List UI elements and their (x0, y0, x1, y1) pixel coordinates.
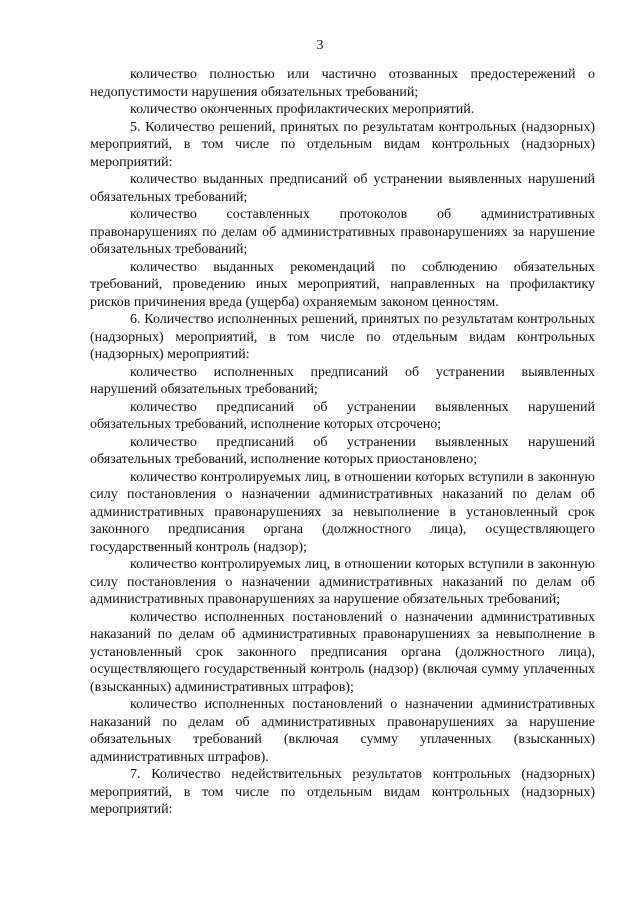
paragraph: количество выданных рекомендаций по соблюдению обязательных требований, проведению иных мероприятий, направленных на профилактику рисков причинения вреда (ущерба) охраняемым законом ценностям. (90, 259, 595, 310)
paragraph: количество предписаний об устранении выявленных нарушений обязательных требований, исполнение которых отсрочено; (90, 399, 595, 432)
paragraph: количество контролируемых лиц, в отношении которых вступили в законную силу постановления о назначении административных наказаний по делам об административных правонарушениях за нарушение обязательных требований; (90, 557, 595, 607)
paragraph: количество исполненных постановлений о назначении административных наказаний по делам об административных правонарушениях за нарушение обязательных требований (включая сумму уплаченных (взысканных) административных штрафов). (90, 697, 595, 765)
paragraph: 6. Количество исполненных решений, принятых по результатам контрольных (надзорных) мероприятий, в том числе по отдельным видам контрольных (надзорных) мероприятий: (90, 312, 595, 362)
page-number: 3 (316, 38, 324, 53)
paragraph: количество исполненных постановлений о назначении административных наказаний по делам об административных правонарушениях за невыполнение в установленный срок законного предписания органа (должностного лица), осуществляющего государственный контроль (надзор) (включая сумму уплаченных (взысканных) административных штрафов); (90, 609, 595, 695)
paragraph: количество составленных протоколов об административных правонарушениях по делам об административных правонарушениях за нарушение обязательных требований; (90, 207, 595, 257)
document-body (90, 66, 595, 819)
paragraph: количество выданных предписаний об устранении выявленных нарушений обязательных требований; (90, 172, 595, 205)
paragraph: 5. Количество решений, принятых по результатам контрольных (надзорных) мероприятий, в том числе по отдельным видам контрольных (надзорных) мероприятий: (90, 119, 595, 170)
paragraph: 7. Количество недействительных результатов контрольных (надзорных) мероприятий, в том числе по отдельным видам контрольных (надзорных) мероприятий: (90, 767, 595, 817)
paragraph: количество контролируемых лиц, в отношении которых вступили в законную силу постановления о назначении административных наказаний по делам об административных правонарушениях за невыполнение в установленный срок законного предписания органа (должностного лица), осуществляющего государственный контроль (надзор); (90, 469, 595, 555)
paragraph: количество полностью или частично отозванных предостережений о недопустимости нарушения обязательных требований; (90, 67, 595, 100)
paragraph: количество исполненных предписаний об устранении выявленных нарушений обязательных требований; (90, 364, 595, 397)
paragraph: количество предписаний об устранении выявленных нарушений обязательных требований, исполнение которых приостановлено; (90, 434, 595, 467)
paragraph: количество оконченных профилактических мероприятий. (130, 102, 475, 117)
